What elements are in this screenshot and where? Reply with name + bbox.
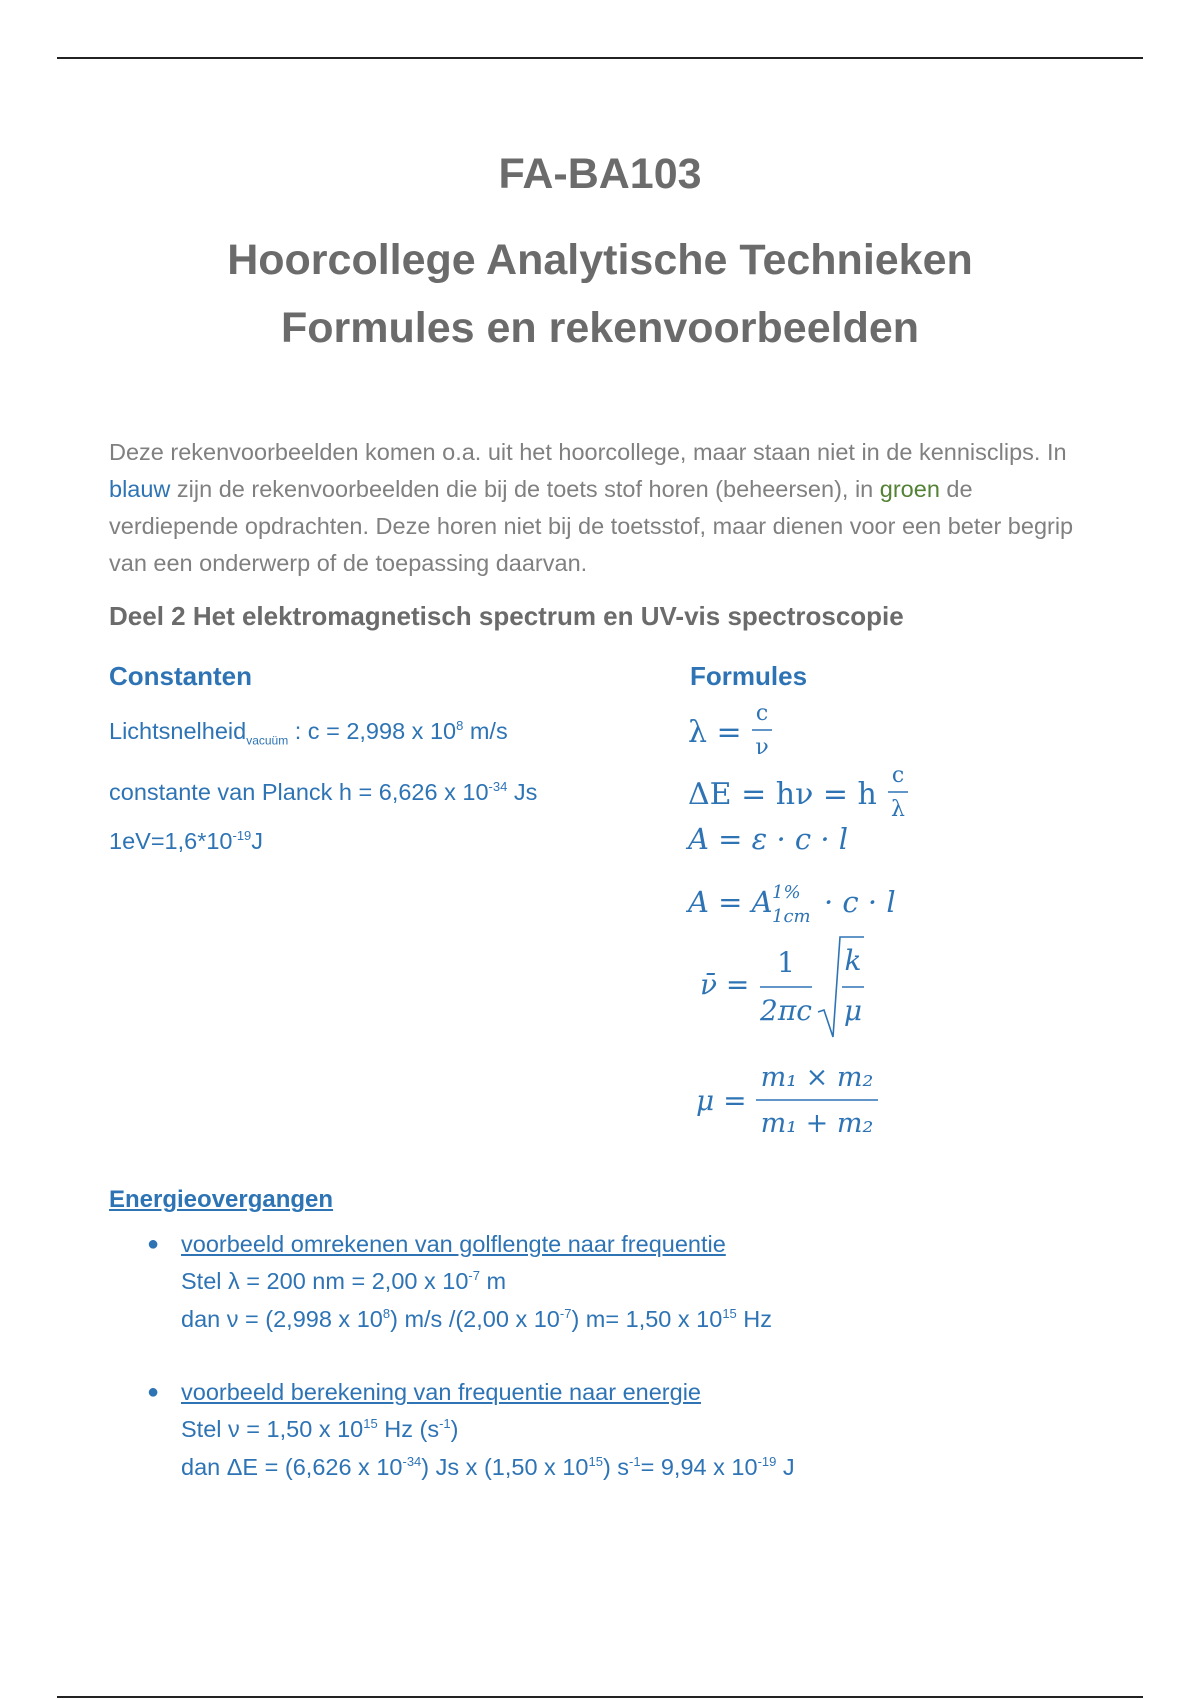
- ex2-l2-e: J: [776, 1454, 795, 1480]
- f2-denominator: λ: [891, 797, 905, 822]
- ex1-l2-exp2: -7: [559, 1306, 572, 1322]
- ex1-l2-b: ) m/s /(2,00 x 10: [390, 1306, 560, 1332]
- f1-lhs: λ =: [688, 715, 742, 750]
- f5-root-denominator: μ: [843, 994, 863, 1027]
- ex1-l2-d: Hz: [736, 1306, 773, 1332]
- formula-specific-absorbance-svg: [686, 876, 916, 936]
- constant-speed-of-light: [109, 718, 508, 748]
- example-title: voorbeeld berekening van frequentie naar energie: [181, 1379, 701, 1405]
- ex2-l2-a: dan ΔE = (6,626 x 10: [181, 1454, 403, 1480]
- formula-energy: [686, 760, 916, 830]
- formula-energy-svg: [686, 760, 916, 830]
- ex2-l1-c: ): [450, 1416, 459, 1442]
- speed-value: : c = 2,998 x 10: [288, 718, 457, 744]
- ex1-l2-exp3: 15: [722, 1306, 737, 1322]
- f2-numerator: c: [891, 763, 905, 788]
- document-title-line2: Formules en rekenvoorbeelden: [280, 304, 920, 352]
- top-rule: [57, 57, 1143, 59]
- intro-green-word: groen: [879, 476, 940, 502]
- formula-wavenumber-svg: [698, 932, 888, 1042]
- course-code: FA-BA103: [498, 150, 702, 198]
- intro-blue-word: blauw: [109, 476, 171, 502]
- f5-denominator: 2πc: [760, 994, 812, 1027]
- intro-text-3: de verdiepende opdrachten. Deze horen niet bij de toetsstof, maar dienen voor een beter begrip van een onderwerp of de toepassing daarvan.: [109, 476, 1074, 576]
- formula-wavelength: [686, 698, 786, 768]
- ex1-l2-exp1: 8: [382, 1306, 391, 1322]
- ex2-l2-b: ) Js x (1,50 x 10: [421, 1454, 589, 1480]
- bullet-icon: ●: [147, 1381, 160, 1403]
- f1-numerator: c: [755, 701, 769, 726]
- document-title-line1: Hoorcollege Analytische Technieken: [227, 236, 973, 284]
- ev-text: 1eV=1,6*10: [109, 828, 233, 854]
- constant-planck: [109, 779, 537, 806]
- formula-lambert-beer: A = ε · c · l: [688, 822, 849, 856]
- formula-wavelength-svg: [686, 698, 786, 768]
- f6-numerator: m₁ × m₂: [760, 1062, 874, 1093]
- ex1-l2-c: ) m= 1,50 x 10: [571, 1306, 723, 1332]
- f4-superscript: 1%: [772, 882, 801, 903]
- planck-unit: Js: [507, 779, 538, 805]
- f6-lhs: μ =: [696, 1084, 747, 1117]
- example-frequency-to-energy: [147, 1374, 1109, 1486]
- ex2-l2-exp4: -19: [757, 1454, 777, 1470]
- ex2-l2-exp1: -34: [402, 1454, 422, 1470]
- f6-denominator: m₁ + m₂: [760, 1108, 874, 1139]
- ex2-l2-exp2: 15: [588, 1454, 603, 1470]
- ex2-l1-b: Hz (s: [377, 1416, 440, 1442]
- speed-label: Lichtsnelheid: [109, 718, 247, 744]
- intro-text-1: Deze rekenvoorbeelden komen o.a. uit het hoorcollege, maar staan niet in de kennisclips. In: [109, 439, 1067, 465]
- f5-root-numerator: k: [844, 944, 862, 977]
- intro-text-2: zijn de rekenvoorbeelden die bij de toets stof horen (beheersen), in: [170, 476, 880, 502]
- bottom-rule: [57, 1696, 1143, 1698]
- f4-subscript: 1cm: [772, 906, 811, 927]
- example-line: [181, 1300, 1109, 1338]
- example-title: voorbeeld omrekenen van golflengte naar frequentie: [181, 1231, 726, 1257]
- f5-numerator: 1: [777, 946, 795, 979]
- f4-lhs: A = A: [688, 885, 773, 919]
- formula-reduced-mass: [694, 1054, 894, 1154]
- ex2-l2-d: = 9,94 x 10: [640, 1454, 758, 1480]
- section-heading: Deel 2 Het elektromagnetisch spectrum en UV-vis spectroscopie: [109, 601, 904, 631]
- ex2-l2-c: ) s: [602, 1454, 630, 1480]
- ex1-l1-b: m: [479, 1268, 507, 1294]
- ex2-l1-a: Stel ν = 1,50 x 10: [181, 1416, 364, 1442]
- ev-exponent: -19: [232, 828, 252, 844]
- ex1-l2-a: dan ν = (2,998 x 10: [181, 1306, 383, 1332]
- energy-heading: Energieovergangen: [109, 1186, 334, 1213]
- example-wavelength-to-frequency: [147, 1226, 1109, 1338]
- f5-lhs: ν̄ =: [700, 968, 750, 1001]
- constant-electronvolt: [109, 828, 263, 855]
- ev-unit: J: [251, 828, 264, 854]
- f4-rhs: · c · l: [824, 885, 896, 919]
- ex2-l1-exp: 15: [363, 1416, 378, 1432]
- constants-heading: Constanten: [109, 661, 252, 691]
- example-line: [181, 1262, 1109, 1300]
- example-line: [181, 1410, 1109, 1448]
- formula-wavenumber: [698, 932, 888, 1042]
- ex1-l1-a: Stel λ = 200 nm = 2,00 x 10: [181, 1268, 469, 1294]
- ex2-l1-exp2: -1: [439, 1416, 451, 1432]
- speed-exponent: 8: [456, 718, 464, 734]
- speed-subscript: vacuüm: [246, 733, 289, 748]
- planck-text: constante van Planck h = 6,626 x 10: [109, 779, 489, 805]
- f2-lhs: ΔE = hν = h: [688, 777, 877, 812]
- planck-exponent: -34: [488, 779, 508, 795]
- intro-paragraph: [109, 434, 1099, 582]
- formulas-heading: Formules: [690, 661, 808, 691]
- speed-unit: m/s: [463, 718, 508, 744]
- ex1-l1-exp: -7: [468, 1268, 480, 1284]
- formula-specific-absorbance: [686, 876, 916, 936]
- formula-reduced-mass-svg: [694, 1054, 894, 1154]
- energy-section: [109, 1186, 1109, 1486]
- f1-denominator: ν: [755, 735, 769, 760]
- example-line: [181, 1448, 1109, 1486]
- title-block: [0, 146, 1200, 362]
- ex2-l2-exp3: -1: [629, 1454, 641, 1470]
- bullet-icon: ●: [147, 1233, 160, 1255]
